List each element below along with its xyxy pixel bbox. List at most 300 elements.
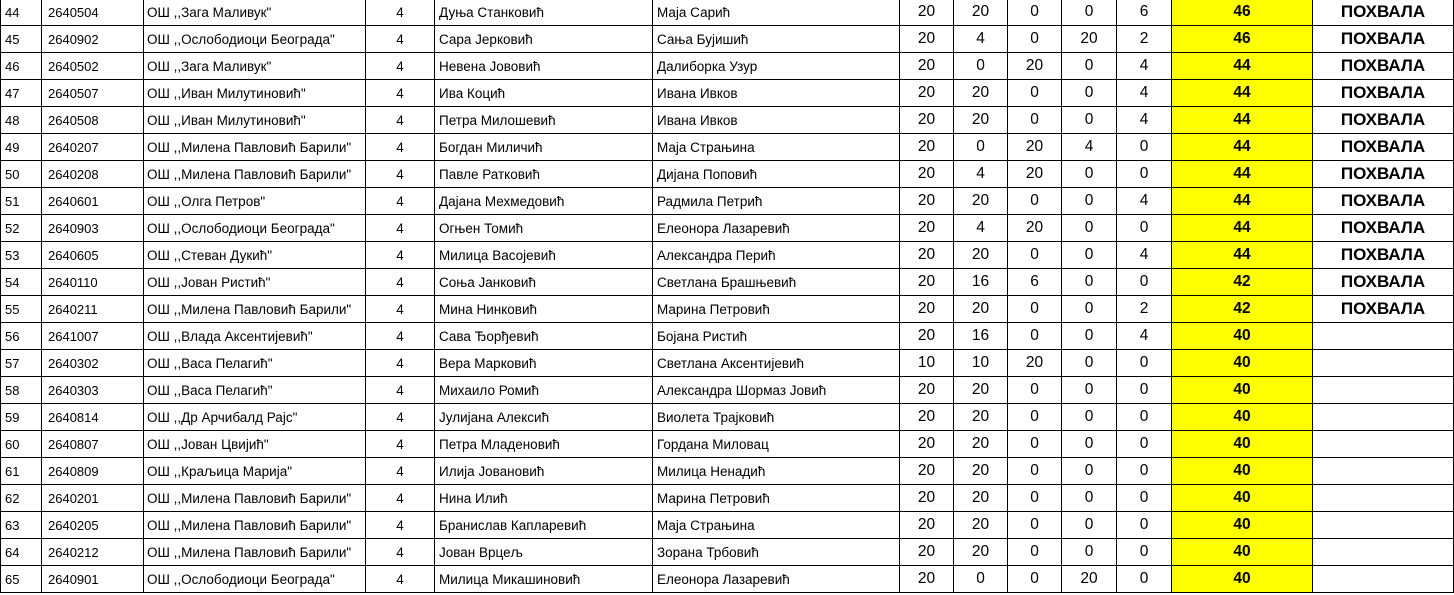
- total-score-cell[interactable]: 44: [1172, 161, 1313, 188]
- grade-cell[interactable]: 4: [366, 512, 435, 539]
- rank-cell[interactable]: 61: [1, 458, 42, 485]
- grade-cell[interactable]: 4: [366, 485, 435, 512]
- student-name-cell[interactable]: Богдан Миличић: [435, 134, 653, 161]
- task-3-score-cell[interactable]: 0: [1008, 242, 1062, 269]
- task-3-score-cell[interactable]: 0: [1008, 539, 1062, 566]
- mentor-name-cell[interactable]: Светлана Брашњевић: [653, 269, 900, 296]
- task-4-score-cell[interactable]: 0: [1062, 107, 1117, 134]
- task-3-score-cell[interactable]: 0: [1008, 0, 1062, 26]
- mentor-name-cell[interactable]: Бојана Ристић: [653, 323, 900, 350]
- mentor-name-cell[interactable]: Сања Бујишић: [653, 26, 900, 53]
- task-5-score-cell[interactable]: 0: [1117, 566, 1172, 593]
- student-name-cell[interactable]: Бранислав Капларевић: [435, 512, 653, 539]
- task-3-score-cell[interactable]: 0: [1008, 377, 1062, 404]
- rank-cell[interactable]: 59: [1, 404, 42, 431]
- task-3-score-cell[interactable]: 20: [1008, 161, 1062, 188]
- mentor-name-cell[interactable]: Виолета Трајковић: [653, 404, 900, 431]
- student-name-cell[interactable]: Михаило Ромић: [435, 377, 653, 404]
- award-cell[interactable]: ПОХВАЛА: [1313, 242, 1454, 269]
- school-name-cell[interactable]: ОШ ,,Олга Петров": [144, 188, 366, 215]
- grade-cell[interactable]: 4: [366, 404, 435, 431]
- mentor-name-cell[interactable]: Ивана Ивков: [653, 80, 900, 107]
- task-2-score-cell[interactable]: 20: [954, 0, 1008, 26]
- task-4-score-cell[interactable]: 0: [1062, 269, 1117, 296]
- award-cell[interactable]: [1313, 458, 1454, 485]
- rank-cell[interactable]: 63: [1, 512, 42, 539]
- task-2-score-cell[interactable]: 20: [954, 242, 1008, 269]
- task-2-score-cell[interactable]: 20: [954, 107, 1008, 134]
- task-5-score-cell[interactable]: 0: [1117, 134, 1172, 161]
- task-1-score-cell[interactable]: 20: [900, 431, 954, 458]
- task-2-score-cell[interactable]: 16: [954, 269, 1008, 296]
- task-3-score-cell[interactable]: 0: [1008, 566, 1062, 593]
- table-row: [1, 0, 1454, 26]
- task-2-score-cell[interactable]: 4: [954, 215, 1008, 242]
- task-4-score-cell[interactable]: 0: [1062, 350, 1117, 377]
- task-3-score-cell[interactable]: 0: [1008, 107, 1062, 134]
- rank-cell[interactable]: 64: [1, 539, 42, 566]
- school-code-cell[interactable]: 2640110: [42, 269, 144, 296]
- mentor-name-cell[interactable]: Гордана Миловац: [653, 431, 900, 458]
- school-name-cell[interactable]: ОШ ,,Јован Ристић": [144, 269, 366, 296]
- rank-cell[interactable]: 48: [1, 107, 42, 134]
- school-name-cell[interactable]: ОШ ,,Зага Маливук": [144, 0, 366, 26]
- total-score-cell[interactable]: 44: [1172, 215, 1313, 242]
- rank-cell[interactable]: 47: [1, 80, 42, 107]
- task-1-score-cell[interactable]: 20: [900, 188, 954, 215]
- task-4-score-cell[interactable]: 0: [1062, 485, 1117, 512]
- task-3-score-cell[interactable]: 20: [1008, 215, 1062, 242]
- mentor-name-cell[interactable]: Светлана Аксентијевић: [653, 350, 900, 377]
- total-score-cell[interactable]: 40: [1172, 404, 1313, 431]
- table-row: [1, 485, 1454, 512]
- student-name-cell[interactable]: Милица Микашиновић: [435, 566, 653, 593]
- task-3-score-cell[interactable]: 0: [1008, 485, 1062, 512]
- task-5-score-cell[interactable]: 0: [1117, 512, 1172, 539]
- school-code-cell[interactable]: 2640302: [42, 350, 144, 377]
- task-1-score-cell[interactable]: 20: [900, 26, 954, 53]
- task-5-score-cell[interactable]: 0: [1117, 458, 1172, 485]
- school-code-cell[interactable]: 2640901: [42, 566, 144, 593]
- award-cell[interactable]: ПОХВАЛА: [1313, 107, 1454, 134]
- task-5-score-cell[interactable]: 2: [1117, 296, 1172, 323]
- task-2-score-cell[interactable]: 16: [954, 323, 1008, 350]
- task-3-score-cell[interactable]: 0: [1008, 80, 1062, 107]
- task-1-score-cell[interactable]: 20: [900, 377, 954, 404]
- award-cell[interactable]: ПОХВАЛА: [1313, 26, 1454, 53]
- school-code-cell[interactable]: 2640814: [42, 404, 144, 431]
- mentor-name-cell[interactable]: Елеонора Лазаревић: [653, 215, 900, 242]
- task-1-score-cell[interactable]: 20: [900, 404, 954, 431]
- task-5-score-cell[interactable]: 0: [1117, 431, 1172, 458]
- school-code-cell[interactable]: 2640809: [42, 458, 144, 485]
- table-row: [1, 161, 1454, 188]
- results-table-body: [1, 0, 1454, 593]
- rank-cell[interactable]: 49: [1, 134, 42, 161]
- total-score-cell[interactable]: 40: [1172, 350, 1313, 377]
- total-score-cell[interactable]: 40: [1172, 566, 1313, 593]
- task-5-score-cell[interactable]: 4: [1117, 242, 1172, 269]
- mentor-name-cell[interactable]: Маја Страњина: [653, 512, 900, 539]
- student-name-cell[interactable]: Милица Васојевић: [435, 242, 653, 269]
- task-3-score-cell[interactable]: 0: [1008, 296, 1062, 323]
- task-4-score-cell[interactable]: 4: [1062, 134, 1117, 161]
- student-name-cell[interactable]: Сара Јерковић: [435, 26, 653, 53]
- school-code-cell[interactable]: 2640502: [42, 53, 144, 80]
- school-name-cell[interactable]: ОШ ,,Милена Павловић Барили": [144, 485, 366, 512]
- task-2-score-cell[interactable]: 20: [954, 512, 1008, 539]
- award-cell[interactable]: ПОХВАЛА: [1313, 215, 1454, 242]
- mentor-name-cell[interactable]: Александра Перић: [653, 242, 900, 269]
- school-code-cell[interactable]: 2640504: [42, 0, 144, 26]
- total-score-cell[interactable]: 40: [1172, 539, 1313, 566]
- total-score-cell[interactable]: 40: [1172, 512, 1313, 539]
- task-3-score-cell[interactable]: 6: [1008, 269, 1062, 296]
- task-4-score-cell[interactable]: 0: [1062, 404, 1117, 431]
- award-cell[interactable]: ПОХВАЛА: [1313, 269, 1454, 296]
- grade-cell[interactable]: 4: [366, 296, 435, 323]
- school-name-cell[interactable]: ОШ ,,Ослободиоци Београда": [144, 26, 366, 53]
- task-1-score-cell[interactable]: 20: [900, 458, 954, 485]
- rank-cell[interactable]: 62: [1, 485, 42, 512]
- task-1-score-cell[interactable]: 20: [900, 215, 954, 242]
- task-5-score-cell[interactable]: 0: [1117, 539, 1172, 566]
- student-name-cell[interactable]: Вера Марковић: [435, 350, 653, 377]
- task-2-score-cell[interactable]: 20: [954, 485, 1008, 512]
- school-name-cell[interactable]: ОШ ,,Ослободиоци Београда": [144, 566, 366, 593]
- school-code-cell[interactable]: 2640207: [42, 134, 144, 161]
- mentor-name-cell[interactable]: Милица Ненадић: [653, 458, 900, 485]
- mentor-name-cell[interactable]: Ивана Ивков: [653, 107, 900, 134]
- total-score-cell[interactable]: 44: [1172, 188, 1313, 215]
- student-name-cell[interactable]: Јован Врцељ: [435, 539, 653, 566]
- rank-cell[interactable]: 56: [1, 323, 42, 350]
- student-name-cell[interactable]: Сава Ђорђевић: [435, 323, 653, 350]
- rank-cell[interactable]: 53: [1, 242, 42, 269]
- total-score-cell[interactable]: 46: [1172, 26, 1313, 53]
- task-5-score-cell[interactable]: 0: [1117, 161, 1172, 188]
- award-cell[interactable]: [1313, 566, 1454, 593]
- task-1-score-cell[interactable]: 20: [900, 80, 954, 107]
- task-3-score-cell[interactable]: 0: [1008, 512, 1062, 539]
- award-cell[interactable]: ПОХВАЛА: [1313, 188, 1454, 215]
- rank-cell[interactable]: 46: [1, 53, 42, 80]
- task-4-score-cell[interactable]: 0: [1062, 215, 1117, 242]
- grade-cell[interactable]: 4: [366, 323, 435, 350]
- grade-cell[interactable]: 4: [366, 566, 435, 593]
- award-cell[interactable]: ПОХВАЛА: [1313, 80, 1454, 107]
- student-name-cell[interactable]: Нина Илић: [435, 485, 653, 512]
- task-3-score-cell[interactable]: 0: [1008, 26, 1062, 53]
- award-cell[interactable]: [1313, 431, 1454, 458]
- mentor-name-cell[interactable]: Дијана Поповић: [653, 161, 900, 188]
- total-score-cell[interactable]: 42: [1172, 269, 1313, 296]
- task-3-score-cell[interactable]: 0: [1008, 323, 1062, 350]
- student-name-cell[interactable]: Ива Коцић: [435, 80, 653, 107]
- total-score-cell[interactable]: 40: [1172, 431, 1313, 458]
- grade-cell[interactable]: 4: [366, 377, 435, 404]
- school-name-cell[interactable]: ОШ ,,Милена Павловић Барили": [144, 296, 366, 323]
- school-name-cell[interactable]: ОШ ,,Ослободиоци Београда": [144, 215, 366, 242]
- task-4-score-cell[interactable]: 0: [1062, 0, 1117, 26]
- award-cell[interactable]: [1313, 350, 1454, 377]
- task-4-score-cell[interactable]: 0: [1062, 431, 1117, 458]
- school-code-cell[interactable]: 2641007: [42, 323, 144, 350]
- task-1-score-cell[interactable]: 20: [900, 53, 954, 80]
- school-name-cell[interactable]: ОШ ,,Зага Маливук": [144, 53, 366, 80]
- task-3-score-cell[interactable]: 20: [1008, 350, 1062, 377]
- award-cell[interactable]: ПОХВАЛА: [1313, 161, 1454, 188]
- task-1-score-cell[interactable]: 20: [900, 107, 954, 134]
- award-cell[interactable]: [1313, 485, 1454, 512]
- award-cell[interactable]: [1313, 512, 1454, 539]
- task-5-score-cell[interactable]: 0: [1117, 404, 1172, 431]
- task-1-score-cell[interactable]: 20: [900, 512, 954, 539]
- task-5-score-cell[interactable]: 0: [1117, 350, 1172, 377]
- task-2-score-cell[interactable]: 4: [954, 161, 1008, 188]
- rank-cell[interactable]: 54: [1, 269, 42, 296]
- table-row: [1, 296, 1454, 323]
- total-score-cell[interactable]: 42: [1172, 296, 1313, 323]
- mentor-name-cell[interactable]: Марина Петровић: [653, 485, 900, 512]
- school-code-cell[interactable]: 2640211: [42, 296, 144, 323]
- school-name-cell[interactable]: ОШ ,,Васа Пелагић": [144, 350, 366, 377]
- mentor-name-cell[interactable]: Далиборка Узур: [653, 53, 900, 80]
- student-name-cell[interactable]: Дајана Мехмедовић: [435, 188, 653, 215]
- rank-cell[interactable]: 44: [1, 0, 42, 26]
- table-row: [1, 188, 1454, 215]
- total-score-cell[interactable]: 44: [1172, 107, 1313, 134]
- task-1-score-cell[interactable]: 20: [900, 161, 954, 188]
- task-4-score-cell[interactable]: 0: [1062, 188, 1117, 215]
- task-1-score-cell[interactable]: 20: [900, 566, 954, 593]
- task-3-score-cell[interactable]: 20: [1008, 134, 1062, 161]
- school-name-cell[interactable]: ОШ ,,Краљица Марија": [144, 458, 366, 485]
- task-1-score-cell[interactable]: 20: [900, 242, 954, 269]
- rank-cell[interactable]: 51: [1, 188, 42, 215]
- school-code-cell[interactable]: 2640903: [42, 215, 144, 242]
- table-row: [1, 26, 1454, 53]
- mentor-name-cell[interactable]: Елеонора Лазаревић: [653, 566, 900, 593]
- student-name-cell[interactable]: Невена Јововић: [435, 53, 653, 80]
- task-5-score-cell[interactable]: 0: [1117, 269, 1172, 296]
- task-2-score-cell[interactable]: 20: [954, 188, 1008, 215]
- school-code-cell[interactable]: 2640508: [42, 107, 144, 134]
- grade-cell[interactable]: 4: [366, 53, 435, 80]
- school-code-cell[interactable]: 2640601: [42, 188, 144, 215]
- total-score-cell[interactable]: 40: [1172, 485, 1313, 512]
- school-name-cell[interactable]: ОШ ,,Милена Павловић Барили": [144, 539, 366, 566]
- grade-cell[interactable]: 4: [366, 242, 435, 269]
- task-4-score-cell[interactable]: 0: [1062, 53, 1117, 80]
- award-cell[interactable]: [1313, 404, 1454, 431]
- task-2-score-cell[interactable]: 0: [954, 53, 1008, 80]
- total-score-cell[interactable]: 40: [1172, 458, 1313, 485]
- task-5-score-cell[interactable]: 4: [1117, 323, 1172, 350]
- school-code-cell[interactable]: 2640303: [42, 377, 144, 404]
- school-name-cell[interactable]: ОШ ,,Иван Милутиновић": [144, 80, 366, 107]
- grade-cell[interactable]: 4: [366, 215, 435, 242]
- student-name-cell[interactable]: Дуња Станковић: [435, 0, 653, 26]
- school-name-cell[interactable]: ОШ ,,Јован Цвијић": [144, 431, 366, 458]
- rank-cell[interactable]: 45: [1, 26, 42, 53]
- mentor-name-cell[interactable]: Маја Сарић: [653, 0, 900, 26]
- total-score-cell[interactable]: 46: [1172, 0, 1313, 26]
- student-name-cell[interactable]: Мина Нинковић: [435, 296, 653, 323]
- school-code-cell[interactable]: 2640807: [42, 431, 144, 458]
- student-name-cell[interactable]: Петра Младеновић: [435, 431, 653, 458]
- table-row: [1, 512, 1454, 539]
- task-3-score-cell[interactable]: 0: [1008, 188, 1062, 215]
- table-row: [1, 242, 1454, 269]
- task-5-score-cell[interactable]: 4: [1117, 53, 1172, 80]
- task-1-score-cell[interactable]: 20: [900, 323, 954, 350]
- task-1-score-cell[interactable]: 20: [900, 485, 954, 512]
- grade-cell[interactable]: 4: [366, 161, 435, 188]
- task-2-score-cell[interactable]: 20: [954, 296, 1008, 323]
- task-5-score-cell[interactable]: 4: [1117, 80, 1172, 107]
- task-4-score-cell[interactable]: 0: [1062, 377, 1117, 404]
- task-2-score-cell[interactable]: 4: [954, 26, 1008, 53]
- total-score-cell[interactable]: 44: [1172, 53, 1313, 80]
- award-cell[interactable]: [1313, 377, 1454, 404]
- table-row: [1, 107, 1454, 134]
- task-5-score-cell[interactable]: 4: [1117, 107, 1172, 134]
- award-cell[interactable]: ПОХВАЛА: [1313, 0, 1454, 26]
- student-name-cell[interactable]: Павле Ратковић: [435, 161, 653, 188]
- mentor-name-cell[interactable]: Марина Петровић: [653, 296, 900, 323]
- task-5-score-cell[interactable]: 0: [1117, 377, 1172, 404]
- task-4-score-cell[interactable]: 0: [1062, 323, 1117, 350]
- school-name-cell[interactable]: ОШ ,,Милена Павловић Барили": [144, 161, 366, 188]
- task-3-score-cell[interactable]: 0: [1008, 404, 1062, 431]
- school-name-cell[interactable]: ОШ ,,Влада Аксентијевић": [144, 323, 366, 350]
- task-4-score-cell[interactable]: 0: [1062, 539, 1117, 566]
- task-4-score-cell[interactable]: 0: [1062, 512, 1117, 539]
- task-2-score-cell[interactable]: 10: [954, 350, 1008, 377]
- table-row: [1, 215, 1454, 242]
- grade-cell[interactable]: 4: [366, 26, 435, 53]
- rank-cell[interactable]: 65: [1, 566, 42, 593]
- school-code-cell[interactable]: 2640507: [42, 80, 144, 107]
- rank-cell[interactable]: 57: [1, 350, 42, 377]
- rank-cell[interactable]: 60: [1, 431, 42, 458]
- table-row: [1, 350, 1454, 377]
- school-name-cell[interactable]: ОШ ,,Васа Пелагић": [144, 377, 366, 404]
- task-1-score-cell[interactable]: 20: [900, 296, 954, 323]
- student-name-cell[interactable]: Соња Јанковић: [435, 269, 653, 296]
- award-cell[interactable]: [1313, 539, 1454, 566]
- student-name-cell[interactable]: Јулијана Алексић: [435, 404, 653, 431]
- task-4-score-cell[interactable]: 0: [1062, 296, 1117, 323]
- rank-cell[interactable]: 50: [1, 161, 42, 188]
- task-1-score-cell[interactable]: 20: [900, 0, 954, 26]
- task-2-score-cell[interactable]: 20: [954, 80, 1008, 107]
- task-5-score-cell[interactable]: 4: [1117, 188, 1172, 215]
- school-code-cell[interactable]: 2640201: [42, 485, 144, 512]
- award-cell[interactable]: ПОХВАЛА: [1313, 134, 1454, 161]
- task-4-score-cell[interactable]: 0: [1062, 242, 1117, 269]
- task-2-score-cell[interactable]: 20: [954, 404, 1008, 431]
- task-5-score-cell[interactable]: 0: [1117, 215, 1172, 242]
- grade-cell[interactable]: 4: [366, 269, 435, 296]
- school-name-cell[interactable]: ОШ ,,Др Арчибалд Рајс": [144, 404, 366, 431]
- task-2-score-cell[interactable]: 20: [954, 377, 1008, 404]
- task-4-score-cell[interactable]: 20: [1062, 566, 1117, 593]
- total-score-cell[interactable]: 44: [1172, 242, 1313, 269]
- task-5-score-cell[interactable]: 0: [1117, 485, 1172, 512]
- task-3-score-cell[interactable]: 20: [1008, 53, 1062, 80]
- task-5-score-cell[interactable]: 2: [1117, 26, 1172, 53]
- school-name-cell[interactable]: ОШ ,,Иван Милутиновић": [144, 107, 366, 134]
- task-2-score-cell[interactable]: 20: [954, 431, 1008, 458]
- rank-cell[interactable]: 58: [1, 377, 42, 404]
- table-row: [1, 458, 1454, 485]
- grade-cell[interactable]: 4: [366, 0, 435, 26]
- grade-cell[interactable]: 4: [366, 539, 435, 566]
- school-name-cell[interactable]: ОШ ,,Милена Павловић Барили": [144, 512, 366, 539]
- school-name-cell[interactable]: ОШ ,,Милена Павловић Барили": [144, 134, 366, 161]
- task-2-score-cell[interactable]: 20: [954, 458, 1008, 485]
- task-1-score-cell[interactable]: 20: [900, 539, 954, 566]
- school-code-cell[interactable]: 2640208: [42, 161, 144, 188]
- school-code-cell[interactable]: 2640212: [42, 539, 144, 566]
- mentor-name-cell[interactable]: Маја Страњина: [653, 134, 900, 161]
- task-5-score-cell[interactable]: 6: [1117, 0, 1172, 26]
- award-cell[interactable]: ПОХВАЛА: [1313, 53, 1454, 80]
- grade-cell[interactable]: 4: [366, 350, 435, 377]
- mentor-name-cell[interactable]: Зорана Трбовић: [653, 539, 900, 566]
- task-1-score-cell[interactable]: 10: [900, 350, 954, 377]
- grade-cell[interactable]: 4: [366, 134, 435, 161]
- grade-cell[interactable]: 4: [366, 80, 435, 107]
- student-name-cell[interactable]: Петра Милошевић: [435, 107, 653, 134]
- total-score-cell[interactable]: 44: [1172, 134, 1313, 161]
- task-4-score-cell[interactable]: 20: [1062, 26, 1117, 53]
- task-2-score-cell[interactable]: 0: [954, 134, 1008, 161]
- task-1-score-cell[interactable]: 20: [900, 134, 954, 161]
- table-row: [1, 269, 1454, 296]
- award-cell[interactable]: [1313, 323, 1454, 350]
- award-cell[interactable]: ПОХВАЛА: [1313, 296, 1454, 323]
- grade-cell[interactable]: 4: [366, 188, 435, 215]
- task-1-score-cell[interactable]: 20: [900, 269, 954, 296]
- total-score-cell[interactable]: 44: [1172, 80, 1313, 107]
- student-name-cell[interactable]: Илија Јовановић: [435, 458, 653, 485]
- task-2-score-cell[interactable]: 20: [954, 539, 1008, 566]
- task-3-score-cell[interactable]: 0: [1008, 458, 1062, 485]
- task-2-score-cell[interactable]: 0: [954, 566, 1008, 593]
- task-4-score-cell[interactable]: 0: [1062, 161, 1117, 188]
- mentor-name-cell[interactable]: Радмила Петрић: [653, 188, 900, 215]
- rank-cell[interactable]: 52: [1, 215, 42, 242]
- total-score-cell[interactable]: 40: [1172, 323, 1313, 350]
- grade-cell[interactable]: 4: [366, 107, 435, 134]
- school-code-cell[interactable]: 2640205: [42, 512, 144, 539]
- task-3-score-cell[interactable]: 0: [1008, 431, 1062, 458]
- task-4-score-cell[interactable]: 0: [1062, 458, 1117, 485]
- mentor-name-cell[interactable]: Александра Шормаз Јовић: [653, 377, 900, 404]
- school-code-cell[interactable]: 2640605: [42, 242, 144, 269]
- rank-cell[interactable]: 55: [1, 296, 42, 323]
- school-name-cell[interactable]: ОШ ,,Стеван Дукић": [144, 242, 366, 269]
- student-name-cell[interactable]: Огњен Томић: [435, 215, 653, 242]
- total-score-cell[interactable]: 40: [1172, 377, 1313, 404]
- grade-cell[interactable]: 4: [366, 458, 435, 485]
- task-4-score-cell[interactable]: 0: [1062, 80, 1117, 107]
- grade-cell[interactable]: 4: [366, 431, 435, 458]
- school-code-cell[interactable]: 2640902: [42, 26, 144, 53]
